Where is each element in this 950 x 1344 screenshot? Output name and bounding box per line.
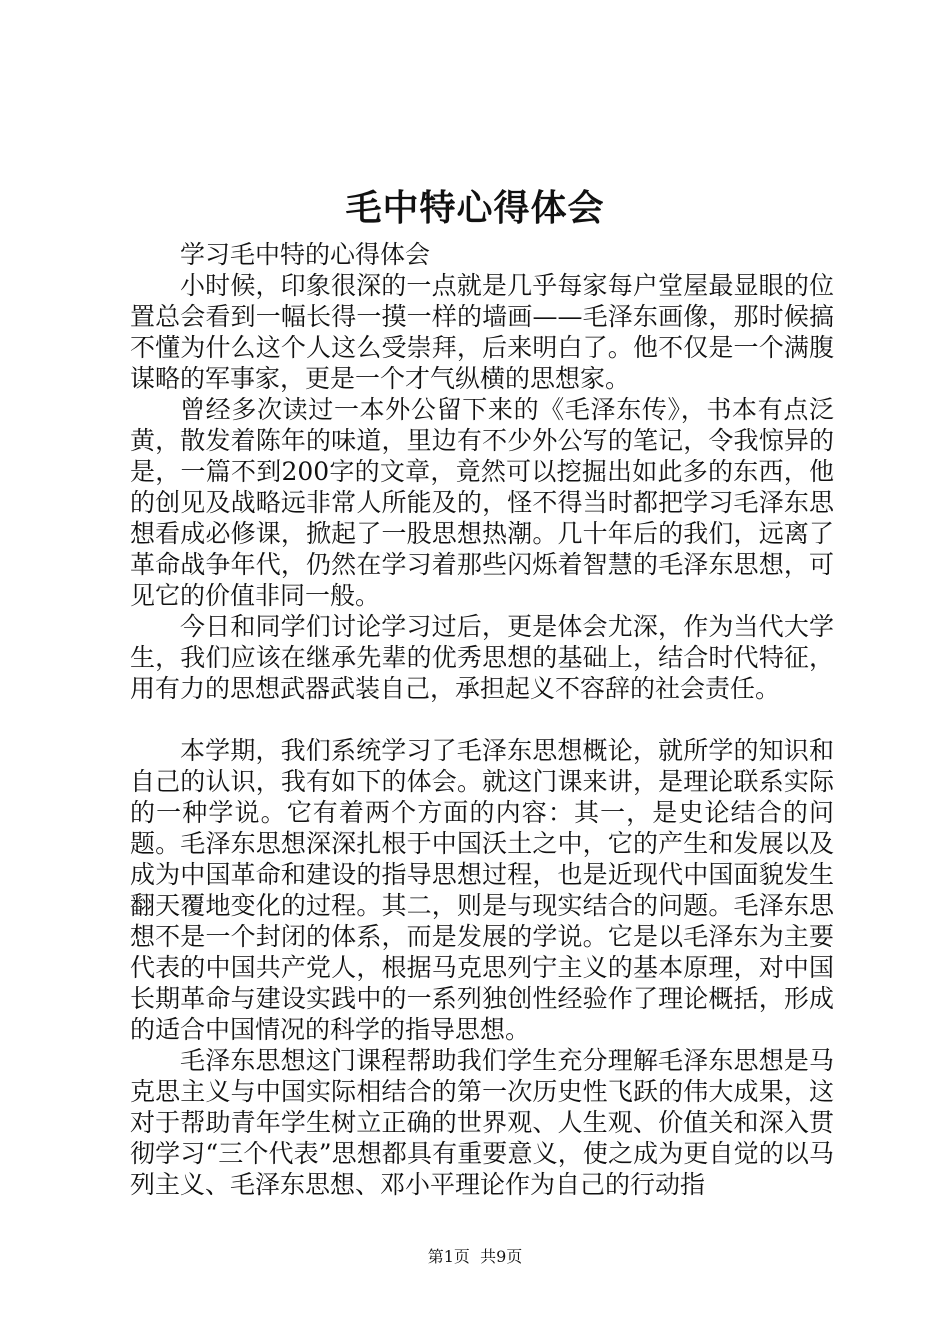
document-title: 毛中特心得体会 <box>345 187 605 229</box>
document-body <box>130 239 834 1200</box>
body-paragraph-course: 毛泽东思想这门课程帮助我们学生充分理解毛泽东思想是马克思主义与中国实际相结合的第一次历史性飞跃的伟大成果，这对于帮助青年学生树立正确的世界观、人生观、价值关和深入贯彻学习“三个代表”思想都具有重要意义，使之成为更自觉的以马列主义、毛泽东思想、邓小平理论作为自己的行动指 <box>130 1046 834 1199</box>
subtitle-paragraph: 学习毛中特的心得体会 <box>180 240 431 269</box>
body-paragraph-semester: 本学期，我们系统学习了毛泽东思想概论，就所学的知识和自己的认识，我有如下的体会。就这门课来讲，是理论联系实际的一种学说。它有着两个方面的内容：其一，是史论结合的问题。毛泽东思想深深扎根于中国沃土之中，它的产生和发展以及成为中国革命和建设的指导思想过程，也是近现代中国面貌发生翻天覆地变化的过程。其二，则是与现实结合的问题。毛泽东思想不是一个封闭的体系，而是发展的学说。它是以毛泽东为主要代表的中国共产党人，根据马克思列宁主义的基本原理，对中国长期革命与建设实践中的一系列独创性经验作了理论概括，形成的适合中国情况的科学的指导思想。 <box>130 736 834 1044</box>
page-footer: 第1页 共9页 <box>427 1247 523 1266</box>
body-paragraph-discussion: 今日和同学们讨论学习过后，更是体会尤深，作为当代大学生，我们应该在继承先辈的优秀思想的基础上，结合时代特征，用有力的思想武器武装自己，承担起义不容辞的社会责任。 <box>130 612 834 703</box>
body-paragraph-childhood: 小时候，印象很深的一点就是几乎每家每户堂屋最显眼的位置总会看到一幅长得一摸一样的墙画——毛泽东画像，那时候搞不懂为什么这个人这么受崇拜，后来明白了。他不仅是一个满腹谋略的军事家，更是一个才气纵横的思想家。 <box>130 271 834 393</box>
paragraph-spacer <box>130 704 834 735</box>
body-paragraph-biography: 曾经多次读过一本外公留下来的《毛泽东传》，书本有点泛黄，散发着陈年的味道，里边有不少外公写的笔记，令我惊异的是，一篇不到200字的文章，竟然可以挖掘出如此多的东西，他的创见及战略远非常人所能及的，怪不得当时都把学习毛泽东思想看成必修课，掀起了一股思想热潮。几十年后的我们，远离了革命战争年代，仍然在学习着那些闪烁着智慧的毛泽东思想，可见它的价值非同一般。 <box>130 395 834 610</box>
